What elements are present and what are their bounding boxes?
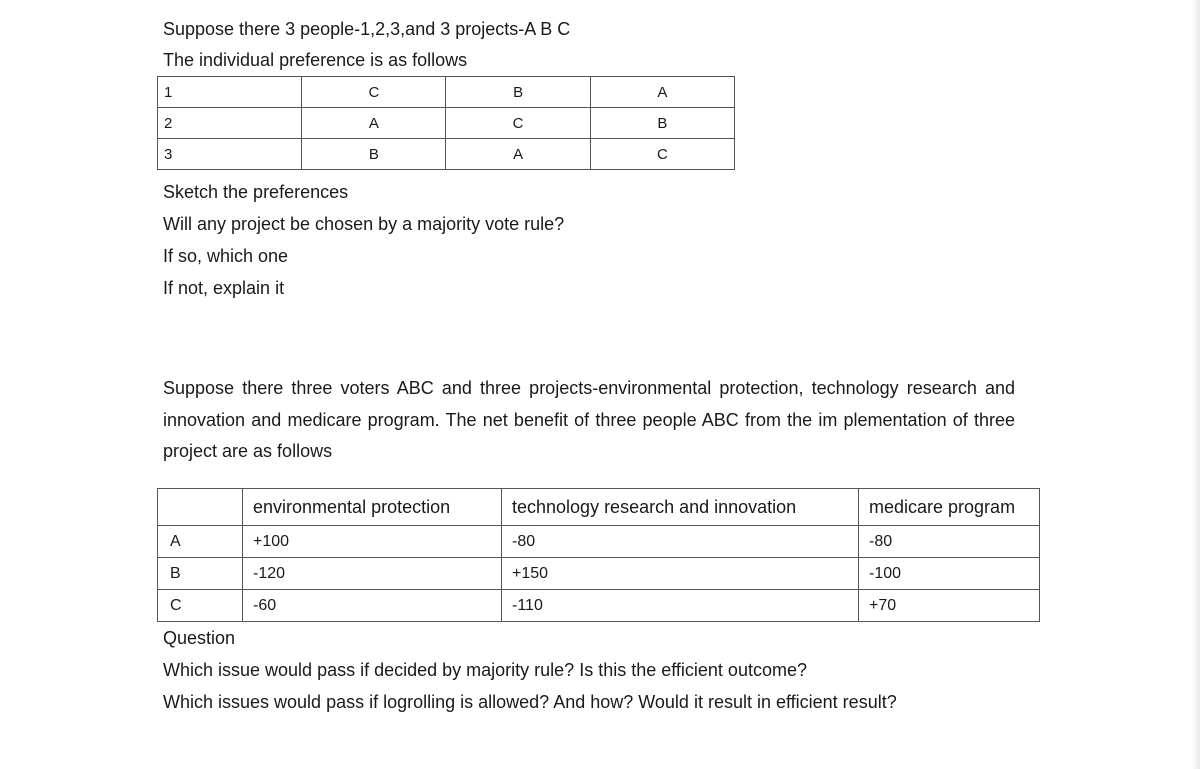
table-cell: -100 <box>859 558 1040 590</box>
table-cell: +150 <box>502 558 859 590</box>
table-row <box>158 77 735 108</box>
table-cell: A <box>158 526 243 558</box>
intro-line-1: Suppose there 3 people-1,2,3,and 3 projects-A B C <box>163 19 571 39</box>
table-header-cell <box>158 489 243 526</box>
question-heading: Question <box>163 628 236 648</box>
preference-table <box>157 76 735 170</box>
table-header-row <box>158 489 1040 526</box>
question-sketch: Sketch the preferences <box>163 182 349 202</box>
table-header-cell: technology research and innovation <box>502 489 859 526</box>
table-cell: C <box>446 108 590 139</box>
table-cell: -80 <box>859 526 1040 558</box>
table-cell: +70 <box>859 590 1040 622</box>
table-row <box>158 590 1040 622</box>
table-cell: -120 <box>243 558 502 590</box>
table-cell: C <box>590 139 734 170</box>
page-edge-shadow <box>1192 0 1200 769</box>
table-cell: A <box>590 77 734 108</box>
table-cell: A <box>446 139 590 170</box>
question-which: If so, which one <box>163 246 289 266</box>
table-cell: B <box>446 77 590 108</box>
question-logrolling: Which issues would pass if logrolling is allowed? And how? Would it result in efficient result? <box>163 692 897 712</box>
table-header-cell: environmental protection <box>243 489 502 526</box>
question-explain: If not, explain it <box>163 278 285 298</box>
table-cell: +100 <box>243 526 502 558</box>
table-cell: B <box>158 558 243 590</box>
table-cell: 3 <box>158 139 302 170</box>
table-cell: -60 <box>243 590 502 622</box>
table-cell: -80 <box>502 526 859 558</box>
table-cell: B <box>302 139 446 170</box>
table-cell: 2 <box>158 108 302 139</box>
question-majority-rule: Which issue would pass if decided by majority rule? Is this the efficient outcome? <box>163 660 807 680</box>
table-cell: C <box>302 77 446 108</box>
question-majority: Will any project be chosen by a majority vote rule? <box>163 214 565 234</box>
table-row <box>158 558 1040 590</box>
table-row <box>158 526 1040 558</box>
table-row <box>158 108 735 139</box>
table-cell: B <box>590 108 734 139</box>
table-cell: A <box>302 108 446 139</box>
net-benefit-table <box>157 488 1040 622</box>
table-row <box>158 139 735 170</box>
table-cell: -110 <box>502 590 859 622</box>
scenario-paragraph: Suppose there three voters ABC and three projects-environmental protection, technology research and innovation and medicare program. The net benefit of three people ABC from the im plementation of three project are as follows <box>163 378 1015 461</box>
table-cell: 1 <box>158 77 302 108</box>
table-header-cell: medicare program <box>859 489 1040 526</box>
intro-line-2: The individual preference is as follows <box>163 50 468 70</box>
table-cell: C <box>158 590 243 622</box>
